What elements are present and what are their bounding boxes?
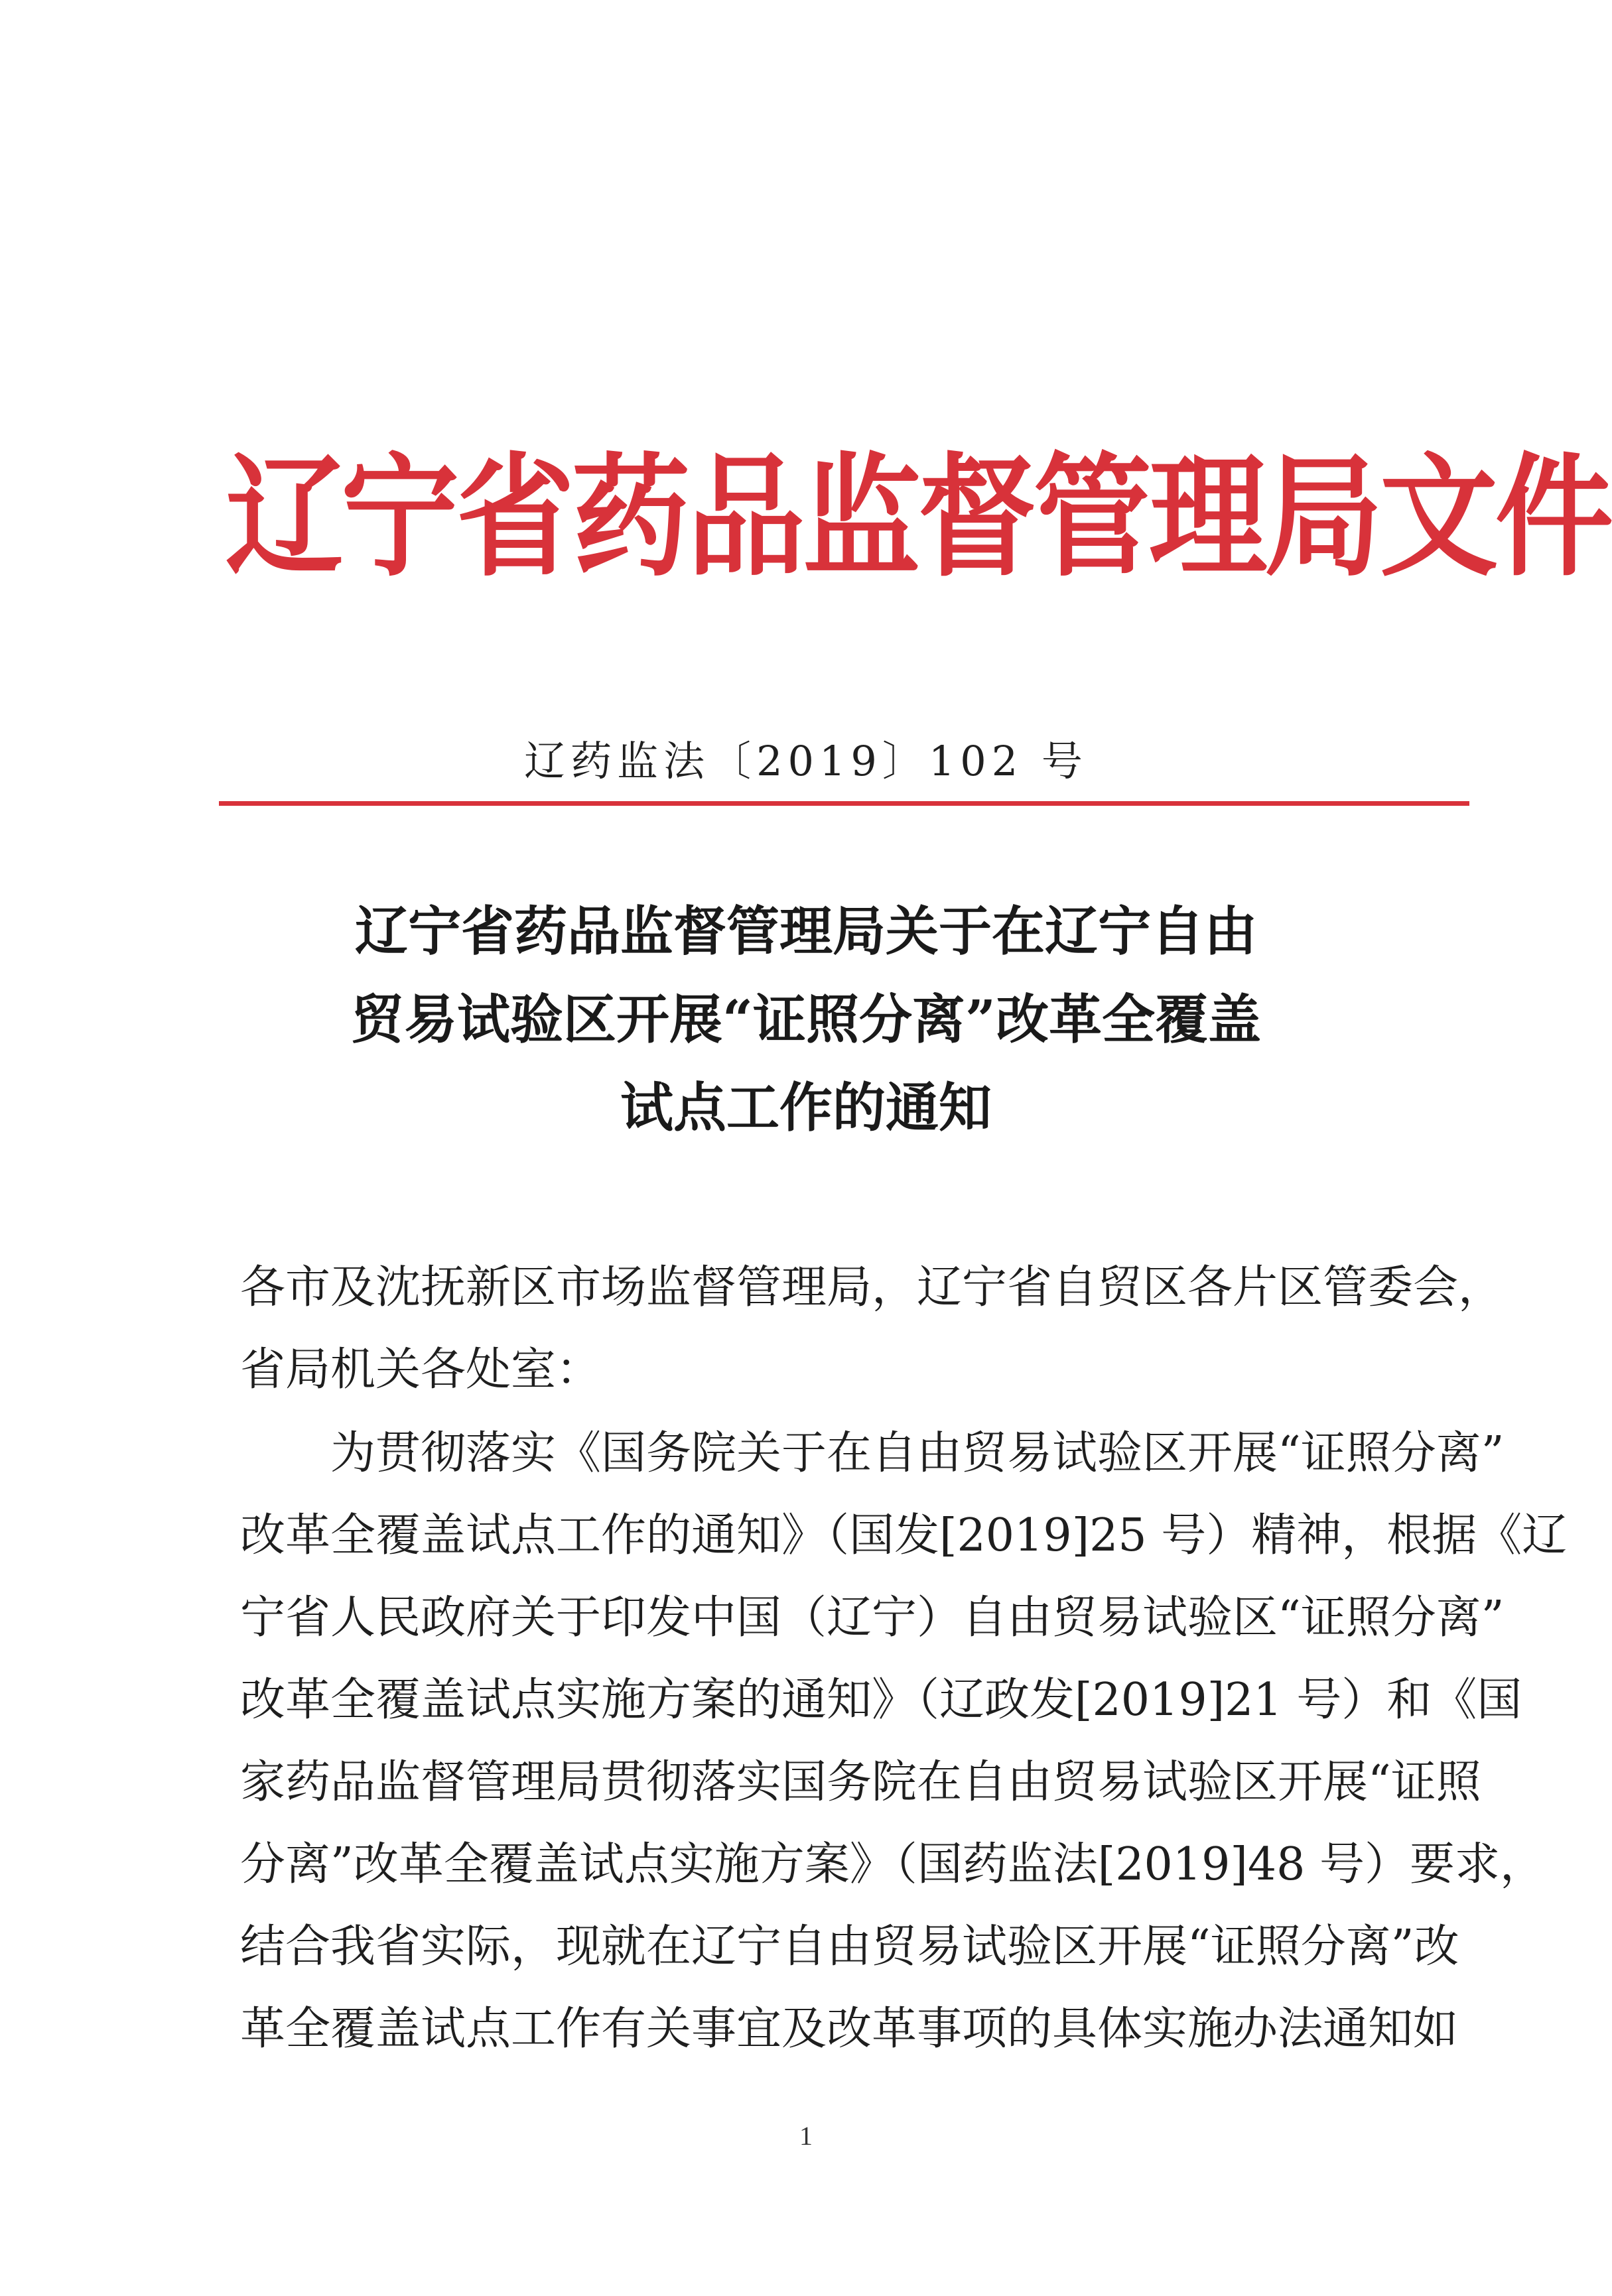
- document-title: [0, 887, 1612, 1152]
- issuer-header: 辽宁省药品监督管理局文件: [226, 438, 1611, 594]
- addressee-line: 省局机关各处室：: [240, 1344, 602, 1396]
- document-number: 辽药监法〔2019〕102 号: [524, 737, 1088, 785]
- paragraph-line: 改革全覆盖试点工作的通知》（国发[2019]25 号）精神，根据《辽: [240, 1509, 1568, 1562]
- red-separator-rule: [219, 801, 1469, 806]
- body-paragraph: [240, 1413, 1568, 2071]
- paragraph-line: 改革全覆盖试点实施方案的通知》（辽政发[2019]21 号）和《国: [240, 1674, 1522, 1726]
- title-line: 辽宁省药品监督管理局关于在辽宁自由: [355, 900, 1257, 962]
- title-line: 贸易试验区开展“证照分离”改革全覆盖: [350, 988, 1262, 1051]
- paragraph-line: 结合我省实际，现就在辽宁自由贸易试验区开展“证照分离”改: [240, 1921, 1459, 1973]
- paragraph-line: 革全覆盖试点工作有关事宜及改革事项的具体实施办法通知如: [240, 2003, 1459, 2055]
- paragraph-line: 家药品监督管理局贯彻落实国务院在自由贸易试验区开展“证照: [240, 1756, 1481, 1809]
- paragraph-line: 为贯彻落实《国务院关于在自由贸易试验区开展“证照分离”: [330, 1427, 1505, 1480]
- paragraph-line: 宁省人民政府关于印发中国（辽宁）自由贸易试验区“证照分离”: [240, 1592, 1505, 1644]
- title-line: 试点工作的通知: [620, 1076, 992, 1139]
- page-number: 1: [799, 2121, 813, 2151]
- paragraph-line: 分离”改革全覆盖试点实施方案》（国药监法[2019]48 号）要求，: [240, 1838, 1546, 1891]
- addressee-line: 各市及沈抚新区市场监督管理局，辽宁省自贸区各片区管委会，: [240, 1261, 1504, 1314]
- addressee: [240, 1247, 1504, 1411]
